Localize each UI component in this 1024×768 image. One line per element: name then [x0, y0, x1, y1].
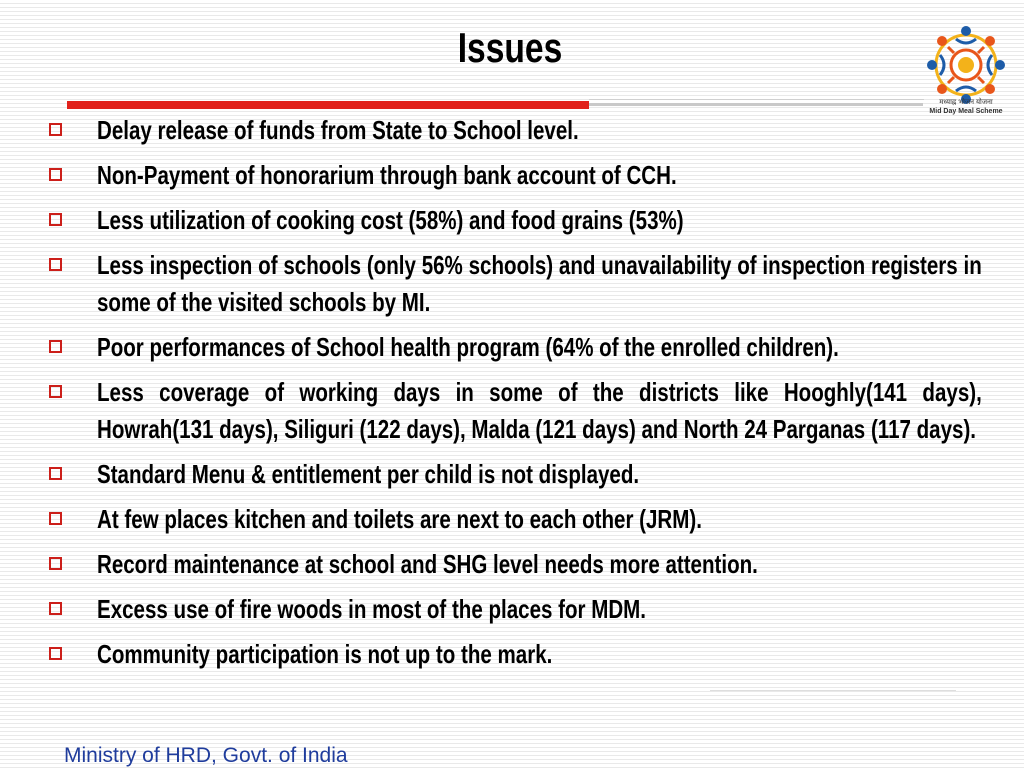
list-item-text: Less inspection of schools (only 56% schools) and unavailability of inspection registers in some of the visited schools by MI. [97, 250, 982, 317]
list-item [47, 247, 987, 321]
list-item [47, 374, 987, 448]
list-item-text: Standard Menu & entitlement per child is not displayed. [97, 459, 640, 489]
list-item-text: Record maintenance at school and SHG level needs more attention. [97, 549, 758, 579]
bullet-box-icon [49, 123, 62, 136]
footer-rule [710, 690, 956, 691]
list-item-text: Excess use of fire woods in most of the places for MDM. [97, 594, 646, 624]
title-rule-red [67, 101, 589, 109]
bullet-box-icon [49, 340, 62, 353]
bullet-box-icon [49, 512, 62, 525]
bullet-box-icon [49, 647, 62, 660]
list-item-text: Community participation is not up to the mark. [97, 639, 553, 669]
bullet-box-icon [49, 467, 62, 480]
list-item-text: Delay release of funds from State to School level. [97, 115, 579, 145]
issues-list [47, 112, 987, 681]
list-item [47, 157, 987, 194]
list-item-text: Poor performances of School health program (64% of the enrolled children). [97, 332, 839, 362]
list-item [47, 112, 987, 149]
bullet-box-icon [49, 385, 62, 398]
list-item [47, 501, 987, 538]
logo-caption-english: Mid Day Meal Scheme [929, 108, 1003, 115]
list-item [47, 546, 987, 583]
bullet-box-icon [49, 213, 62, 226]
list-item [47, 202, 987, 239]
bullet-box-icon [49, 602, 62, 615]
list-item-text: Non-Payment of honorarium through bank account of CCH. [97, 160, 677, 190]
list-item [47, 636, 987, 673]
list-item-text: At few places kitchen and toilets are next to each other (JRM). [97, 504, 702, 534]
list-item [47, 591, 987, 628]
bullet-box-icon [49, 258, 62, 271]
list-item [47, 329, 987, 366]
bullet-box-icon [49, 168, 62, 181]
list-item-text: Less coverage of working days in some of the districts like Hooghly(141 days), Howrah(131 days), Siliguri (122 days), Malda (121 days) and North 24 Parganas (117 days). [97, 377, 982, 444]
title-rule-thin [589, 99, 924, 100]
list-item-text: Less utilization of cooking cost (58%) and food grains (53%) [97, 205, 684, 235]
list-item [47, 456, 987, 493]
bullet-box-icon [49, 557, 62, 570]
title-rule-gray [589, 103, 923, 106]
slide-footer: Ministry of HRD, Govt. of India [64, 744, 348, 767]
logo-caption-hindi: मध्याह्न भोजन योजना [939, 99, 993, 106]
slide-title: Issues [457, 24, 563, 71]
